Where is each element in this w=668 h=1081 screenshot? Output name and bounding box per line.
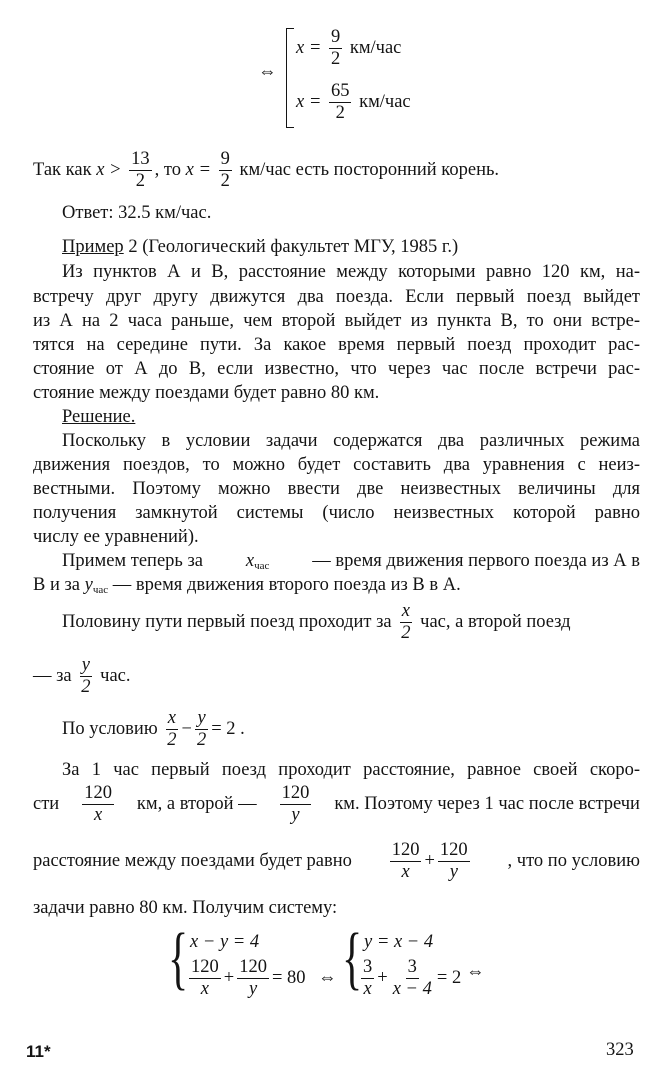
- denominator: 2: [330, 49, 341, 70]
- inequality: x >: [96, 160, 122, 181]
- fraction: [195, 709, 208, 751]
- fraction: [391, 958, 434, 1000]
- problem-line: Из пунктов А и В, расстояние между которыми равно 120 км, на-: [62, 262, 640, 282]
- text: , то: [154, 160, 181, 181]
- root-1-unit: км/час: [349, 38, 402, 59]
- fraction: [79, 656, 92, 698]
- fraction: [438, 841, 470, 883]
- condition-line: [62, 709, 245, 751]
- text: км, а второй —: [136, 794, 257, 815]
- system-bracket: [286, 28, 294, 128]
- half-path-line: [62, 602, 571, 644]
- solution-line: числу ее уравнений).: [33, 527, 199, 547]
- denominator: 2: [196, 730, 207, 751]
- denominator: x − 4: [392, 979, 432, 1000]
- root-2: [296, 82, 411, 124]
- problem-line: тятся на середине пути. За какое время первый поезд проходит рас-: [33, 335, 640, 355]
- example-label: Пример: [62, 237, 124, 257]
- denominator: y: [291, 805, 300, 826]
- fraction: [280, 784, 312, 826]
- numerator: 65: [329, 82, 352, 103]
- denominator: 2: [81, 677, 91, 698]
- denominator: 2: [167, 730, 177, 751]
- text: км/час есть посторонний корень.: [239, 160, 500, 181]
- root-1-fraction: [329, 28, 342, 70]
- example-heading: [62, 237, 458, 258]
- equals: = 2: [436, 968, 462, 989]
- fraction: [237, 958, 269, 1000]
- iff-symbol: ⇔: [258, 62, 277, 82]
- let-x-line: [62, 551, 640, 572]
- operator: +: [377, 968, 388, 989]
- numerator: 3: [406, 958, 419, 979]
- numerator: 120: [237, 958, 269, 979]
- operator: +: [424, 851, 435, 872]
- iff-symbol-2: ⇔: [466, 962, 485, 982]
- root-1-lhs: x =: [296, 38, 322, 59]
- answer-line: Ответ: 32.5 км/час.: [62, 203, 212, 223]
- denominator: 2: [135, 171, 146, 192]
- text: Примем теперь за: [62, 551, 203, 571]
- solution-label: Решение.: [62, 407, 136, 427]
- solution-line: получения замкнутой системы (число неизвестных которой равно: [33, 503, 640, 523]
- text: час.: [100, 666, 131, 687]
- denominator: x: [401, 862, 410, 883]
- equals: = 80: [271, 968, 306, 989]
- text: час, а второй поезд: [420, 612, 571, 633]
- denominator: 2: [401, 623, 411, 644]
- solution-line: вестными. Поэтому можно ввести две неизвестных величины для: [33, 479, 640, 499]
- hour-line: За 1 час первый поезд проходит расстояние, равное своей скоро-: [62, 760, 640, 780]
- text: В и за: [33, 575, 81, 595]
- let-y-line: [33, 575, 461, 596]
- text: — время движения первого поезда из А в: [312, 551, 640, 571]
- text: расстояние между поездами будет равно: [33, 851, 352, 872]
- variable: y: [84, 575, 93, 595]
- subscript: час: [92, 584, 109, 596]
- numerator: 13: [129, 150, 152, 171]
- printer-signature: 11*: [26, 1042, 51, 1061]
- left-system-brace: {: [168, 920, 189, 997]
- numerator: 120: [438, 841, 470, 862]
- example-source: 2 (Геологический факультет МГУ, 1985 г.): [128, 237, 459, 257]
- root-2-lhs: x =: [296, 92, 322, 113]
- numerator: 120: [390, 841, 422, 862]
- operator: −: [181, 719, 192, 740]
- numerator: 120: [82, 784, 114, 805]
- denominator: y: [248, 979, 258, 1000]
- text: км. Поэтому через 1 час после встречи: [334, 794, 640, 815]
- numerator: 120: [189, 958, 221, 979]
- text: , что по условию: [507, 851, 640, 872]
- half-path-line-2: [33, 656, 131, 698]
- equation: x =: [185, 160, 211, 181]
- left-eq-1: x − y = 4: [190, 932, 260, 952]
- denominator: x: [363, 979, 372, 1000]
- fraction: [165, 709, 178, 751]
- numerator: y: [80, 656, 92, 677]
- problem-line: встречу друг другу движутся два поезда. Если первый поезд выйдет: [33, 287, 640, 307]
- iff-symbol-1: ⇔: [318, 968, 337, 988]
- speed-line: [33, 784, 640, 826]
- text: Так как: [33, 160, 92, 181]
- solution-line: Поскольку в условии задачи содержатся два различных режима: [62, 431, 640, 451]
- denominator: 2: [335, 103, 345, 124]
- denominator: 2: [220, 171, 230, 192]
- fraction: [361, 958, 374, 1000]
- numerator: y: [195, 709, 207, 730]
- system-intro: задачи равно 80 км. Получим систему:: [33, 898, 338, 918]
- fraction: [390, 841, 422, 883]
- operator: +: [223, 968, 235, 989]
- numerator: 3: [361, 958, 374, 979]
- denominator: x: [200, 979, 209, 1000]
- variable: x: [245, 551, 255, 571]
- numerator: 120: [280, 784, 312, 805]
- right-eq-1: y = x − 4: [364, 932, 434, 952]
- page-number: 323: [606, 1040, 634, 1060]
- fraction: [399, 602, 412, 644]
- fraction: [82, 784, 114, 826]
- root-2-fraction: [329, 82, 352, 124]
- text: — за: [33, 666, 72, 687]
- numerator: x: [166, 709, 178, 730]
- numerator: 9: [219, 150, 232, 171]
- denominator: y: [449, 862, 458, 883]
- extraneous-root-line: [33, 150, 499, 192]
- fraction: [189, 958, 221, 1000]
- numerator: x: [400, 602, 412, 623]
- text: Половину пути первый поезд проходит за: [62, 612, 392, 633]
- problem-line: стояние между поездами будет равно 80 км.: [33, 383, 380, 403]
- right-eq-2: [358, 958, 461, 1000]
- denominator: x: [93, 805, 103, 826]
- solution-line: движения поездов, то можно будет составить два уравнения с неиз-: [33, 455, 640, 475]
- fraction: [129, 150, 152, 192]
- right-system-brace: {: [342, 920, 363, 997]
- numerator: 9: [329, 28, 342, 49]
- text: = 2 .: [211, 719, 245, 740]
- root-2-unit: км/час: [359, 92, 411, 113]
- subscript: час: [254, 560, 270, 572]
- root-1: [296, 28, 401, 70]
- left-eq-2: [186, 958, 306, 1000]
- text: сти: [33, 794, 60, 815]
- fraction: [219, 150, 232, 192]
- problem-line: из А на 2 часа раньше, чем второй выйдет из пункта В, то они встре-: [33, 311, 640, 331]
- problem-line: стояние от А до В, если известно, что через час после встречи рас-: [33, 359, 640, 379]
- text: — время движения второго поезда из В в А.: [112, 575, 461, 595]
- distance-line: [33, 841, 640, 883]
- text: По условию: [62, 719, 158, 740]
